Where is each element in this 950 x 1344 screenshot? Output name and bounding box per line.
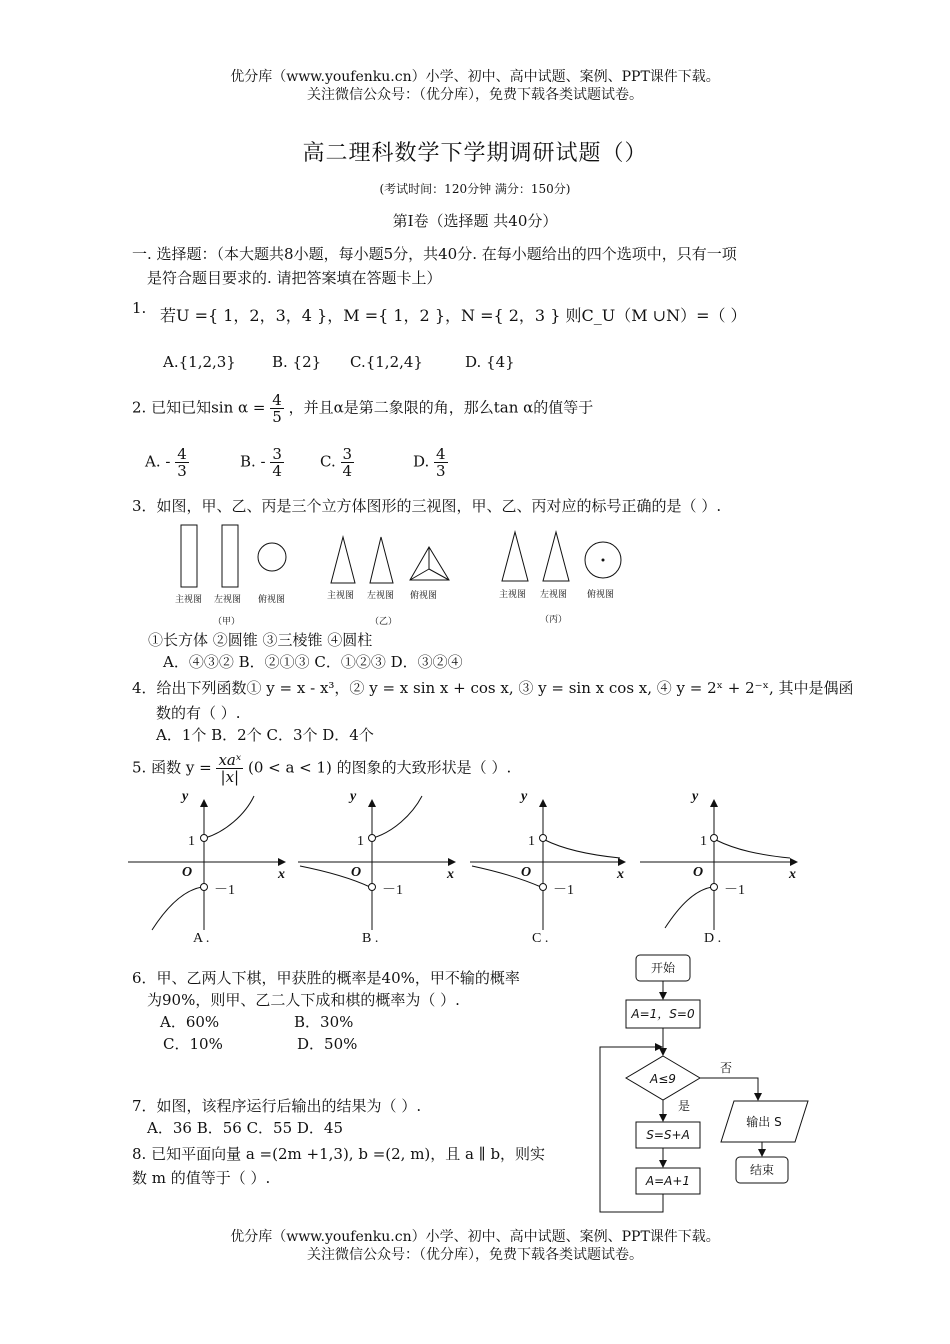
graph-d-one: 1 <box>700 834 707 849</box>
q7-options: A．36 B．56 C．55 D．45 <box>147 1119 344 1137</box>
q1-option-b: B. {2} <box>272 353 322 371</box>
q2-a-num: 4 <box>177 445 187 463</box>
q4-stem-1: 4．给出下列函数① y = x - x³，② y = x sin x + cos x, ③ y = sin x cos x, ④ y = 2ˣ + 2⁻ˣ, 其中是偶函 <box>132 679 854 697</box>
graph-c-minus-one: －1 <box>553 883 574 898</box>
graph-c-x-label: x <box>617 867 624 882</box>
graph-b-label: B . <box>362 931 379 946</box>
yi-left-caption: 左视图 <box>367 591 395 601</box>
q2-d-num: 4 <box>436 445 446 463</box>
graph-d-x-label: x <box>789 867 796 882</box>
graph-a-label: A . <box>193 931 210 946</box>
graph-b-x-label: x <box>447 867 454 882</box>
q4-options: A．1个 B．2个 C．3个 D．4个 <box>156 726 374 744</box>
graph-c-y-label: y <box>521 789 528 804</box>
q1-option-d: D. {4} <box>465 353 515 371</box>
jia-top-caption: 俯视图 <box>258 595 286 605</box>
q5-frac-den: |x| <box>220 768 240 786</box>
graph-c-origin: O <box>521 865 532 880</box>
exam-info: (考试时间：120分钟 满分：150分) <box>379 182 571 196</box>
yi-top-caption: 俯视图 <box>410 591 438 601</box>
graph-a-y-label: y <box>182 789 189 804</box>
exam-title: 高二理科数学下学期调研试题（） <box>302 141 648 166</box>
graph-b-one: 1 <box>357 834 364 849</box>
q4-stem-2: 数的有（ ）. <box>156 704 241 722</box>
q2-d-den: 3 <box>436 462 446 480</box>
graph-a-origin: O <box>182 865 193 880</box>
flow-end-text: 结束 <box>749 1163 775 1177</box>
q2-frac-num: 4 <box>272 391 282 409</box>
bing-front-caption: 主视图 <box>499 590 527 600</box>
q5-frac-num: xaˣ <box>218 751 242 769</box>
bing-top-caption: 俯视图 <box>587 590 615 600</box>
q2-frac-den: 5 <box>272 408 282 426</box>
jia-label: （甲） <box>213 617 241 627</box>
q2-c-label: C. <box>320 452 336 471</box>
q6-option-a: A．60% <box>160 1013 220 1031</box>
footer-line-2: 关注微信公众号：（优分库），免费下载各类试题试卷。 <box>307 1247 643 1263</box>
q5-stem-pre: 5. 函数 y = <box>132 758 212 777</box>
flow-step2-text: A=A+1 <box>645 1174 691 1188</box>
flow-yes-label: 是 <box>677 1099 691 1113</box>
yi-front-caption: 主视图 <box>327 591 355 601</box>
q1-stem: 若U ={ 1，2，3，4 }，M ={ 1，2 }，N ={ 2，3 } 则C_U（M ∪N）=（ ） <box>160 306 747 325</box>
q1-option-a: A.{1,2,3} <box>163 353 236 371</box>
q2-d-label: D. <box>413 452 430 471</box>
q2-b-den: 4 <box>272 462 282 480</box>
q1-number: 1. <box>132 299 147 317</box>
q3-stem: 3．如图，甲、乙、丙是三个立方体图形的三视图，甲、乙、丙对应的标号正确的是（ ）. <box>132 497 722 515</box>
graph-c-one: 1 <box>528 834 535 849</box>
instructions-line-2: 是符合题目要求的. 请把答案填在答题卡上） <box>147 269 442 287</box>
flow-init-text: A=1，S=0 <box>631 1007 695 1021</box>
q6-option-c: C．10% <box>163 1035 223 1053</box>
q2-a-label: A. - <box>145 452 171 471</box>
q5-stem-post: (0 < a < 1) 的图象的大致形状是（ ）. <box>247 758 512 777</box>
jia-left-caption: 左视图 <box>214 595 242 605</box>
graph-d-label: D . <box>704 931 722 946</box>
graph-b-y-label: y <box>350 789 357 804</box>
q2-c-den: 4 <box>342 462 353 480</box>
bing-label: （丙） <box>540 615 568 625</box>
q2-b-label: B. - <box>240 452 266 471</box>
yi-label: （乙） <box>370 617 398 627</box>
q6-option-b: B．30% <box>294 1013 354 1031</box>
graph-a-minus-one: －1 <box>214 883 235 898</box>
q8-stem-1: 8. 已知平面向量 a =(2m +1,3), b =(2, m)，且 a ∥ b，则实 <box>132 1145 546 1163</box>
graph-a-one: 1 <box>188 834 195 849</box>
graph-d-minus-one: －1 <box>724 883 745 898</box>
q6-stem-2: 为90%，则甲、乙二人下成和棋的概率为（ ）. <box>147 991 460 1009</box>
q2-stem-pre: 2. 已知已知sin α = <box>132 398 266 417</box>
q2-stem-post: ，并且α是第二象限的角，那么tan α的值等于 <box>288 398 594 417</box>
q1-option-c: C.{1,2,4} <box>350 353 423 371</box>
section-heading: 第Ⅰ卷（选择题 共40分） <box>392 212 558 230</box>
q3-shapes: ①长方体 ②圆锥 ③三棱锥 ④圆柱 <box>148 631 373 649</box>
graph-b-minus-one: －1 <box>382 883 403 898</box>
q8-stem-2: 数 m 的值等于（ ）. <box>132 1169 271 1187</box>
graph-a-x-label: x <box>278 867 285 882</box>
q2-b-num: 3 <box>272 445 282 463</box>
flow-cond-text: A≤9 <box>650 1072 676 1086</box>
instructions-line-1: 一. 选择题：（本大题共8小题，每小题5分，共40分. 在每小题给出的四个选项中，只有一项 <box>132 245 737 263</box>
bing-left-caption: 左视图 <box>540 590 568 600</box>
jia-front-caption: 主视图 <box>175 595 203 605</box>
graph-b-origin: O <box>351 865 362 880</box>
flow-no-label: 否 <box>719 1061 733 1075</box>
flow-output-text: 输出 S <box>746 1115 782 1129</box>
flow-start-text: 开始 <box>650 961 676 975</box>
header-line-2: 关注微信公众号：（优分库），免费下载各类试题试卷。 <box>307 87 643 103</box>
footer-line-1: 优分库（www.youfenku.cn）小学、初中、高中试题、案例、PPT课件下载。 <box>230 1229 720 1245</box>
header-line-1: 优分库（www.youfenku.cn）小学、初中、高中试题、案例、PPT课件下载。 <box>230 69 720 85</box>
graph-d-y-label: y <box>692 789 699 804</box>
graph-d-origin: O <box>693 865 704 880</box>
graph-c-label: C . <box>532 931 549 946</box>
q7-stem: 7．如图，该程序运行后输出的结果为（ ）. <box>132 1097 422 1115</box>
q6-stem-1: 6．甲、乙两人下棋，甲获胜的概率是40%，甲不输的概率 <box>132 969 520 987</box>
q3-options: A．④③② B．②①③ C．①②③ D．③②④ <box>163 653 463 671</box>
q6-option-d: D．50% <box>297 1035 358 1053</box>
flow-arrow-cond-output <box>700 1078 758 1100</box>
flow-step1-text: S=S+A <box>646 1128 690 1142</box>
q2-a-den: 3 <box>177 462 187 480</box>
q2-c-num: 3 <box>342 445 353 463</box>
